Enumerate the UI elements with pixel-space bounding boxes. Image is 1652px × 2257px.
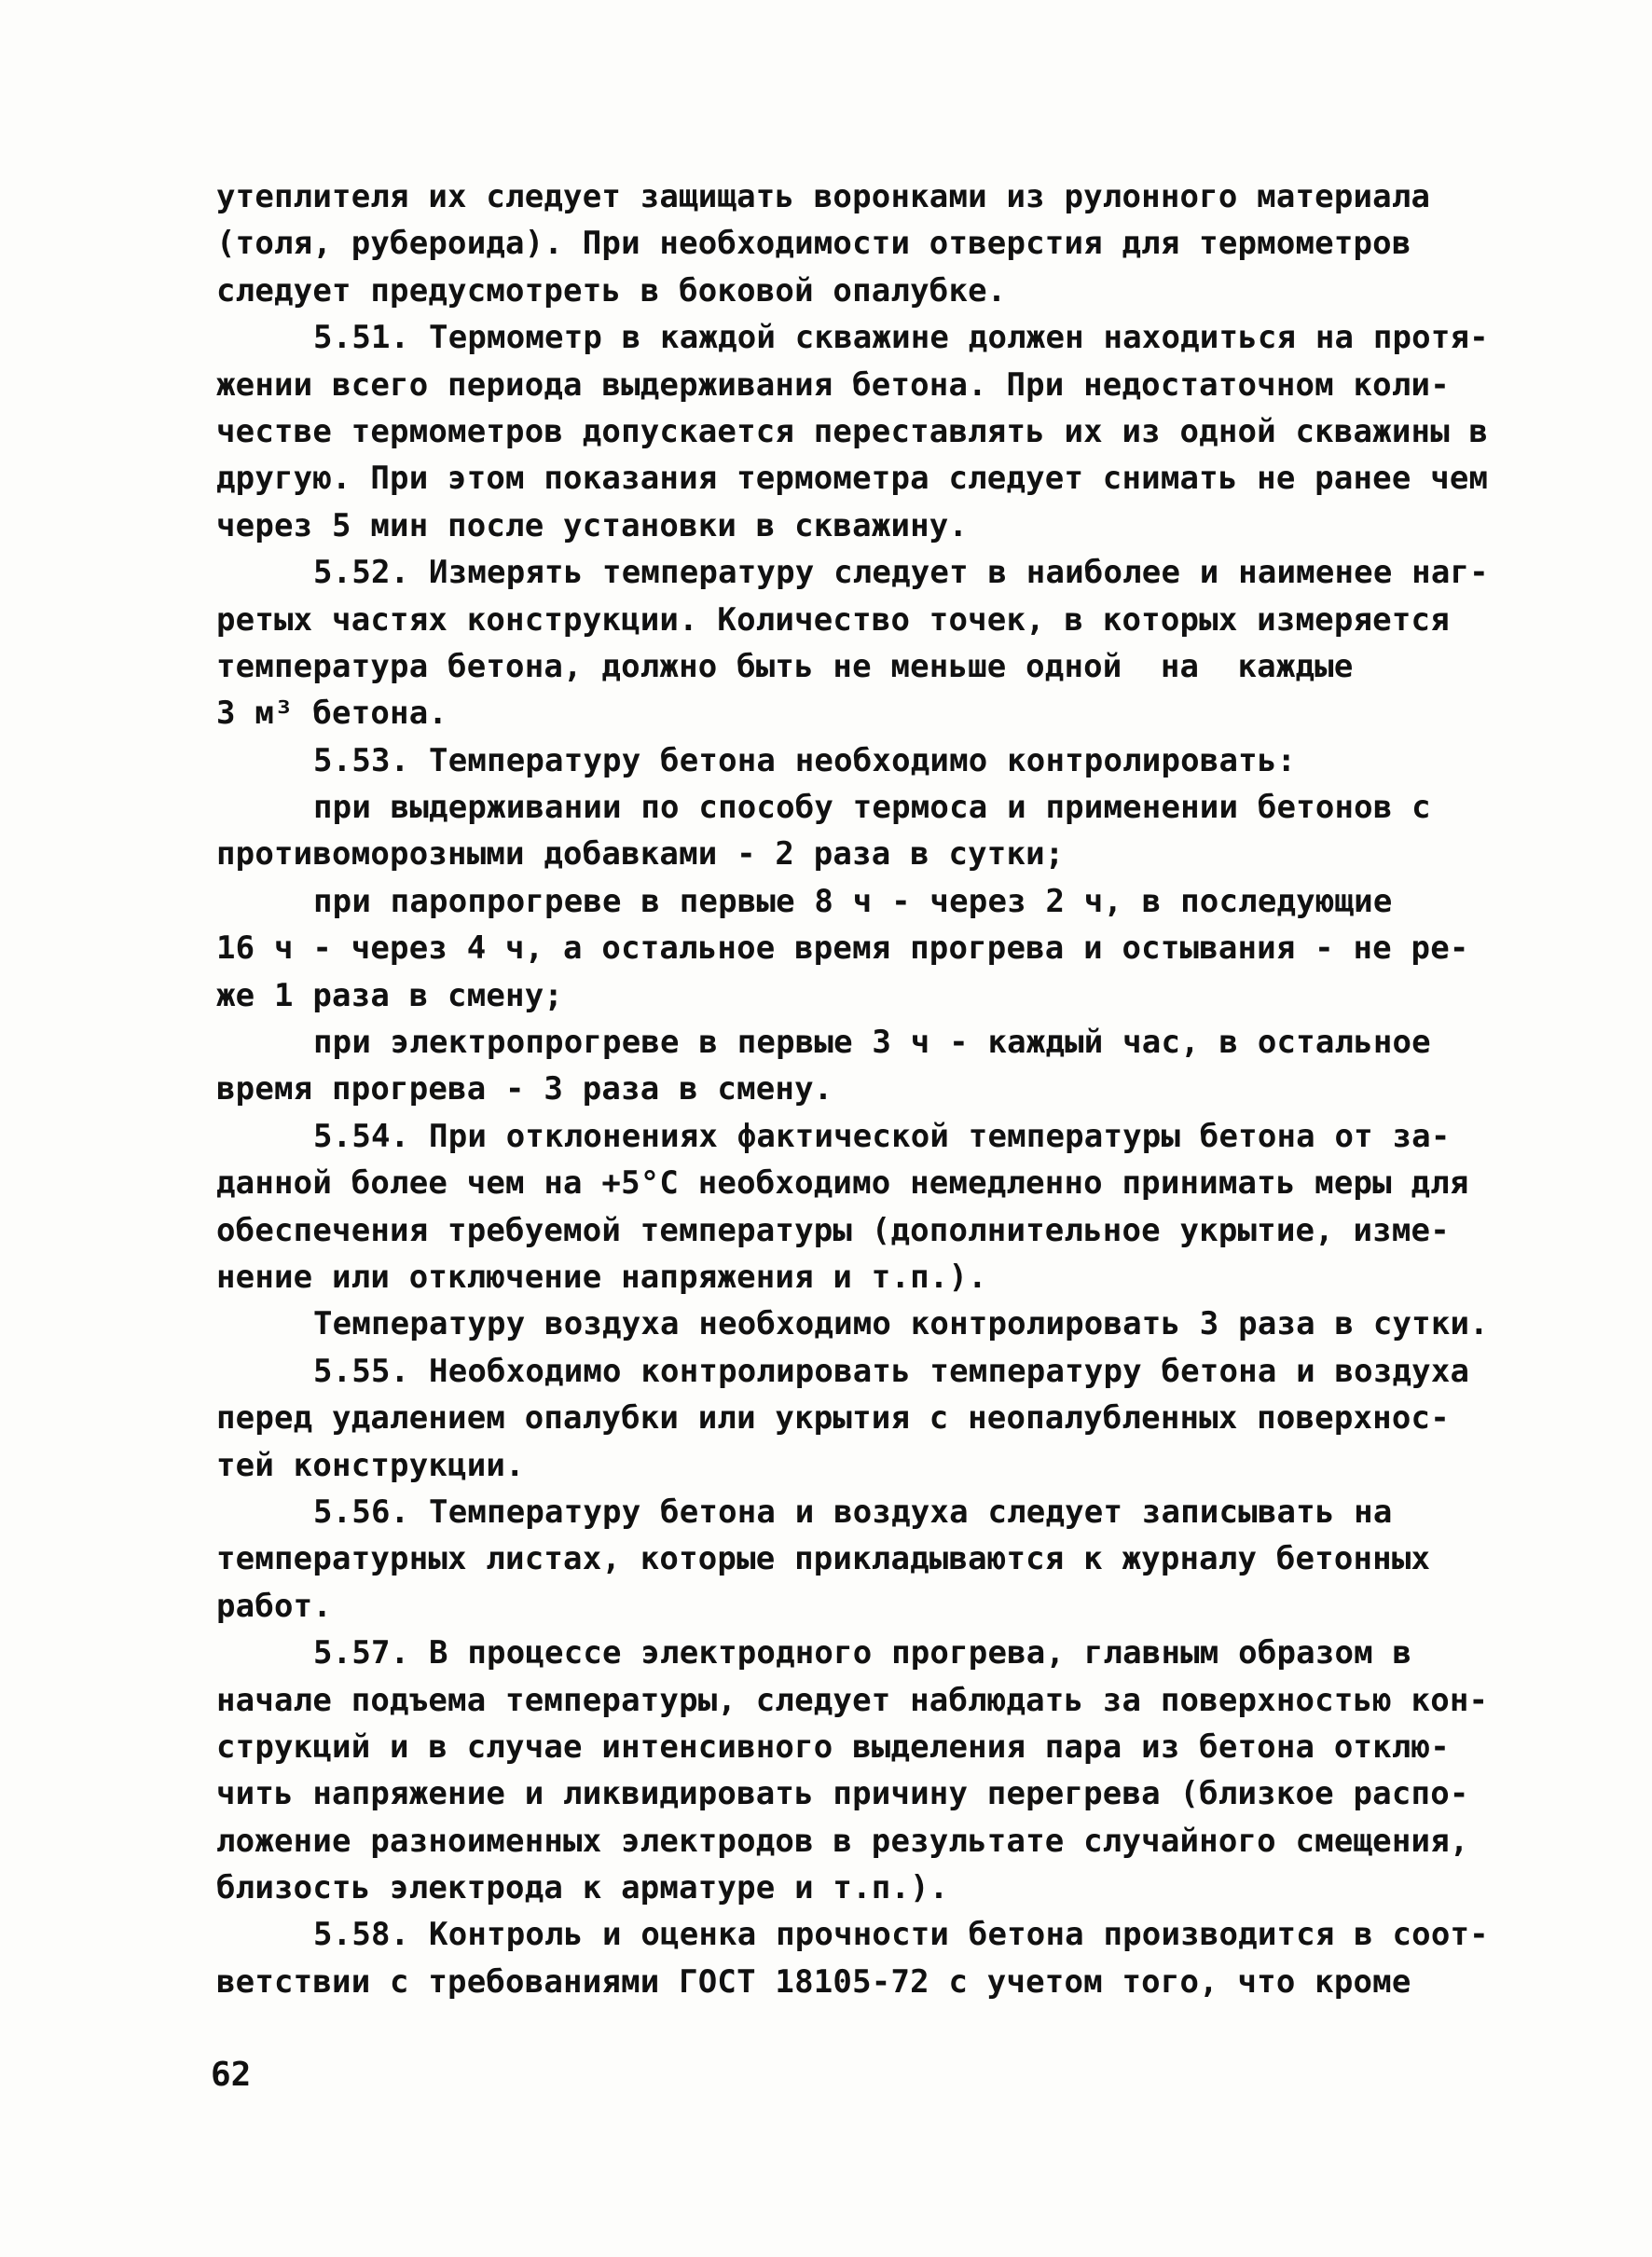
text-line: чить напряжение и ликвидировать причину перегрева (близкое распо-: [216, 1775, 1469, 1813]
text-line: 16 ч - через 4 ч, а остальное время прогрева и остывания - не ре-: [216, 929, 1469, 968]
paragraph-5-52: 5.52. Измерять температуру следует в наиболее и наименее наг-: [313, 554, 1489, 592]
text-line: честве термометров допускается переставлять их из одной скважины в: [216, 412, 1489, 450]
text-line: жении всего периода выдерживания бетона. При недостаточном коли-: [216, 365, 1450, 404]
text-line: температура бетона, должно быть не меньше одной на каждые: [216, 647, 1354, 685]
text-line: утеплителя их следует защищать воронками из рулонного материала: [216, 178, 1431, 215]
paragraph-5-56: 5.56. Температуру бетона и воздуха следует записывать на: [313, 1493, 1393, 1531]
text-line: ретых частях конструкции. Количество точек, в которых измеряется: [216, 600, 1450, 639]
page-number: 62: [211, 2056, 252, 2094]
text-line: при выдерживании по способу термоса и применении бетонов с: [313, 789, 1431, 827]
paragraph-5-51: 5.51. Термометр в каждой скважине должен находиться на протя-: [313, 319, 1489, 357]
text-line: данной более чем на +5°С необходимо немедленно принимать меры для: [216, 1164, 1469, 1203]
text-line: близость электрода к арматуре и т.п.).: [216, 1869, 949, 1907]
paragraph-5-55: 5.55. Необходимо контролировать температуру бетона и воздуха: [313, 1352, 1470, 1390]
text-line: начале подъема температуры, следует наблюдать за поверхностью кон-: [216, 1681, 1489, 1719]
text-line: струкций и в случае интенсивного выделения пара из бетона отклю-: [216, 1727, 1450, 1766]
text-line: тей конструкции.: [216, 1446, 525, 1484]
text-line: следует предусмотреть в боковой опалубке.: [216, 271, 1007, 310]
text-line: противоморозными добавками - 2 раза в сутки;: [216, 835, 1065, 874]
text-line: (толя, рубероида). При необходимости отверстия для термометров: [216, 225, 1411, 263]
text-line: перед удалением опалубки или укрытия с неопалубленных поверхнос-: [216, 1399, 1450, 1438]
text-line: ветствии с требованиями ГОСТ 18105-72 с учетом того, что кроме: [216, 1962, 1411, 2001]
text-line: 3 м³ бетона.: [216, 695, 448, 733]
paragraph-5-57: 5.57. В процессе электродного прогрева, главным образом в: [313, 1634, 1412, 1672]
text-line: при паропрогреве в первые 8 ч - через 2 ч, в последующие: [313, 882, 1393, 920]
text-line: нение или отключение напряжения и т.п.).: [216, 1258, 987, 1296]
text-line: обеспечения требуемой температуры (дополнительное укрытие, изме-: [216, 1211, 1450, 1249]
text-line: же 1 раза в смену;: [216, 976, 564, 1014]
paragraph-5-53: 5.53. Температуру бетона необходимо контролировать:: [313, 741, 1297, 779]
document-body: [216, 173, 1503, 2005]
text-line: Температуру воздуха необходимо контролировать 3 раза в сутки.: [313, 1305, 1489, 1343]
text-line: ложение разноименных электродов в результате случайного смещения,: [216, 1822, 1469, 1860]
text-line: другую. При этом показания термометра следует снимать не ранее чем: [216, 460, 1489, 498]
text-line: при электропрогреве в первые 3 ч - каждый час, в остальное: [313, 1024, 1431, 1062]
text-line: через 5 мин после установки в скважину.: [216, 506, 969, 544]
paragraph-5-58: 5.58. Контроль и оценка прочности бетона производится в соот-: [313, 1916, 1489, 1954]
text-line: работ.: [216, 1587, 333, 1625]
text-line: время прогрева - 3 раза в смену.: [216, 1070, 833, 1108]
text-line: температурных листах, которые прикладываются к журналу бетонных: [216, 1540, 1431, 1578]
paragraph-5-54: 5.54. При отклонениях фактической температуры бетона от за-: [313, 1117, 1451, 1155]
